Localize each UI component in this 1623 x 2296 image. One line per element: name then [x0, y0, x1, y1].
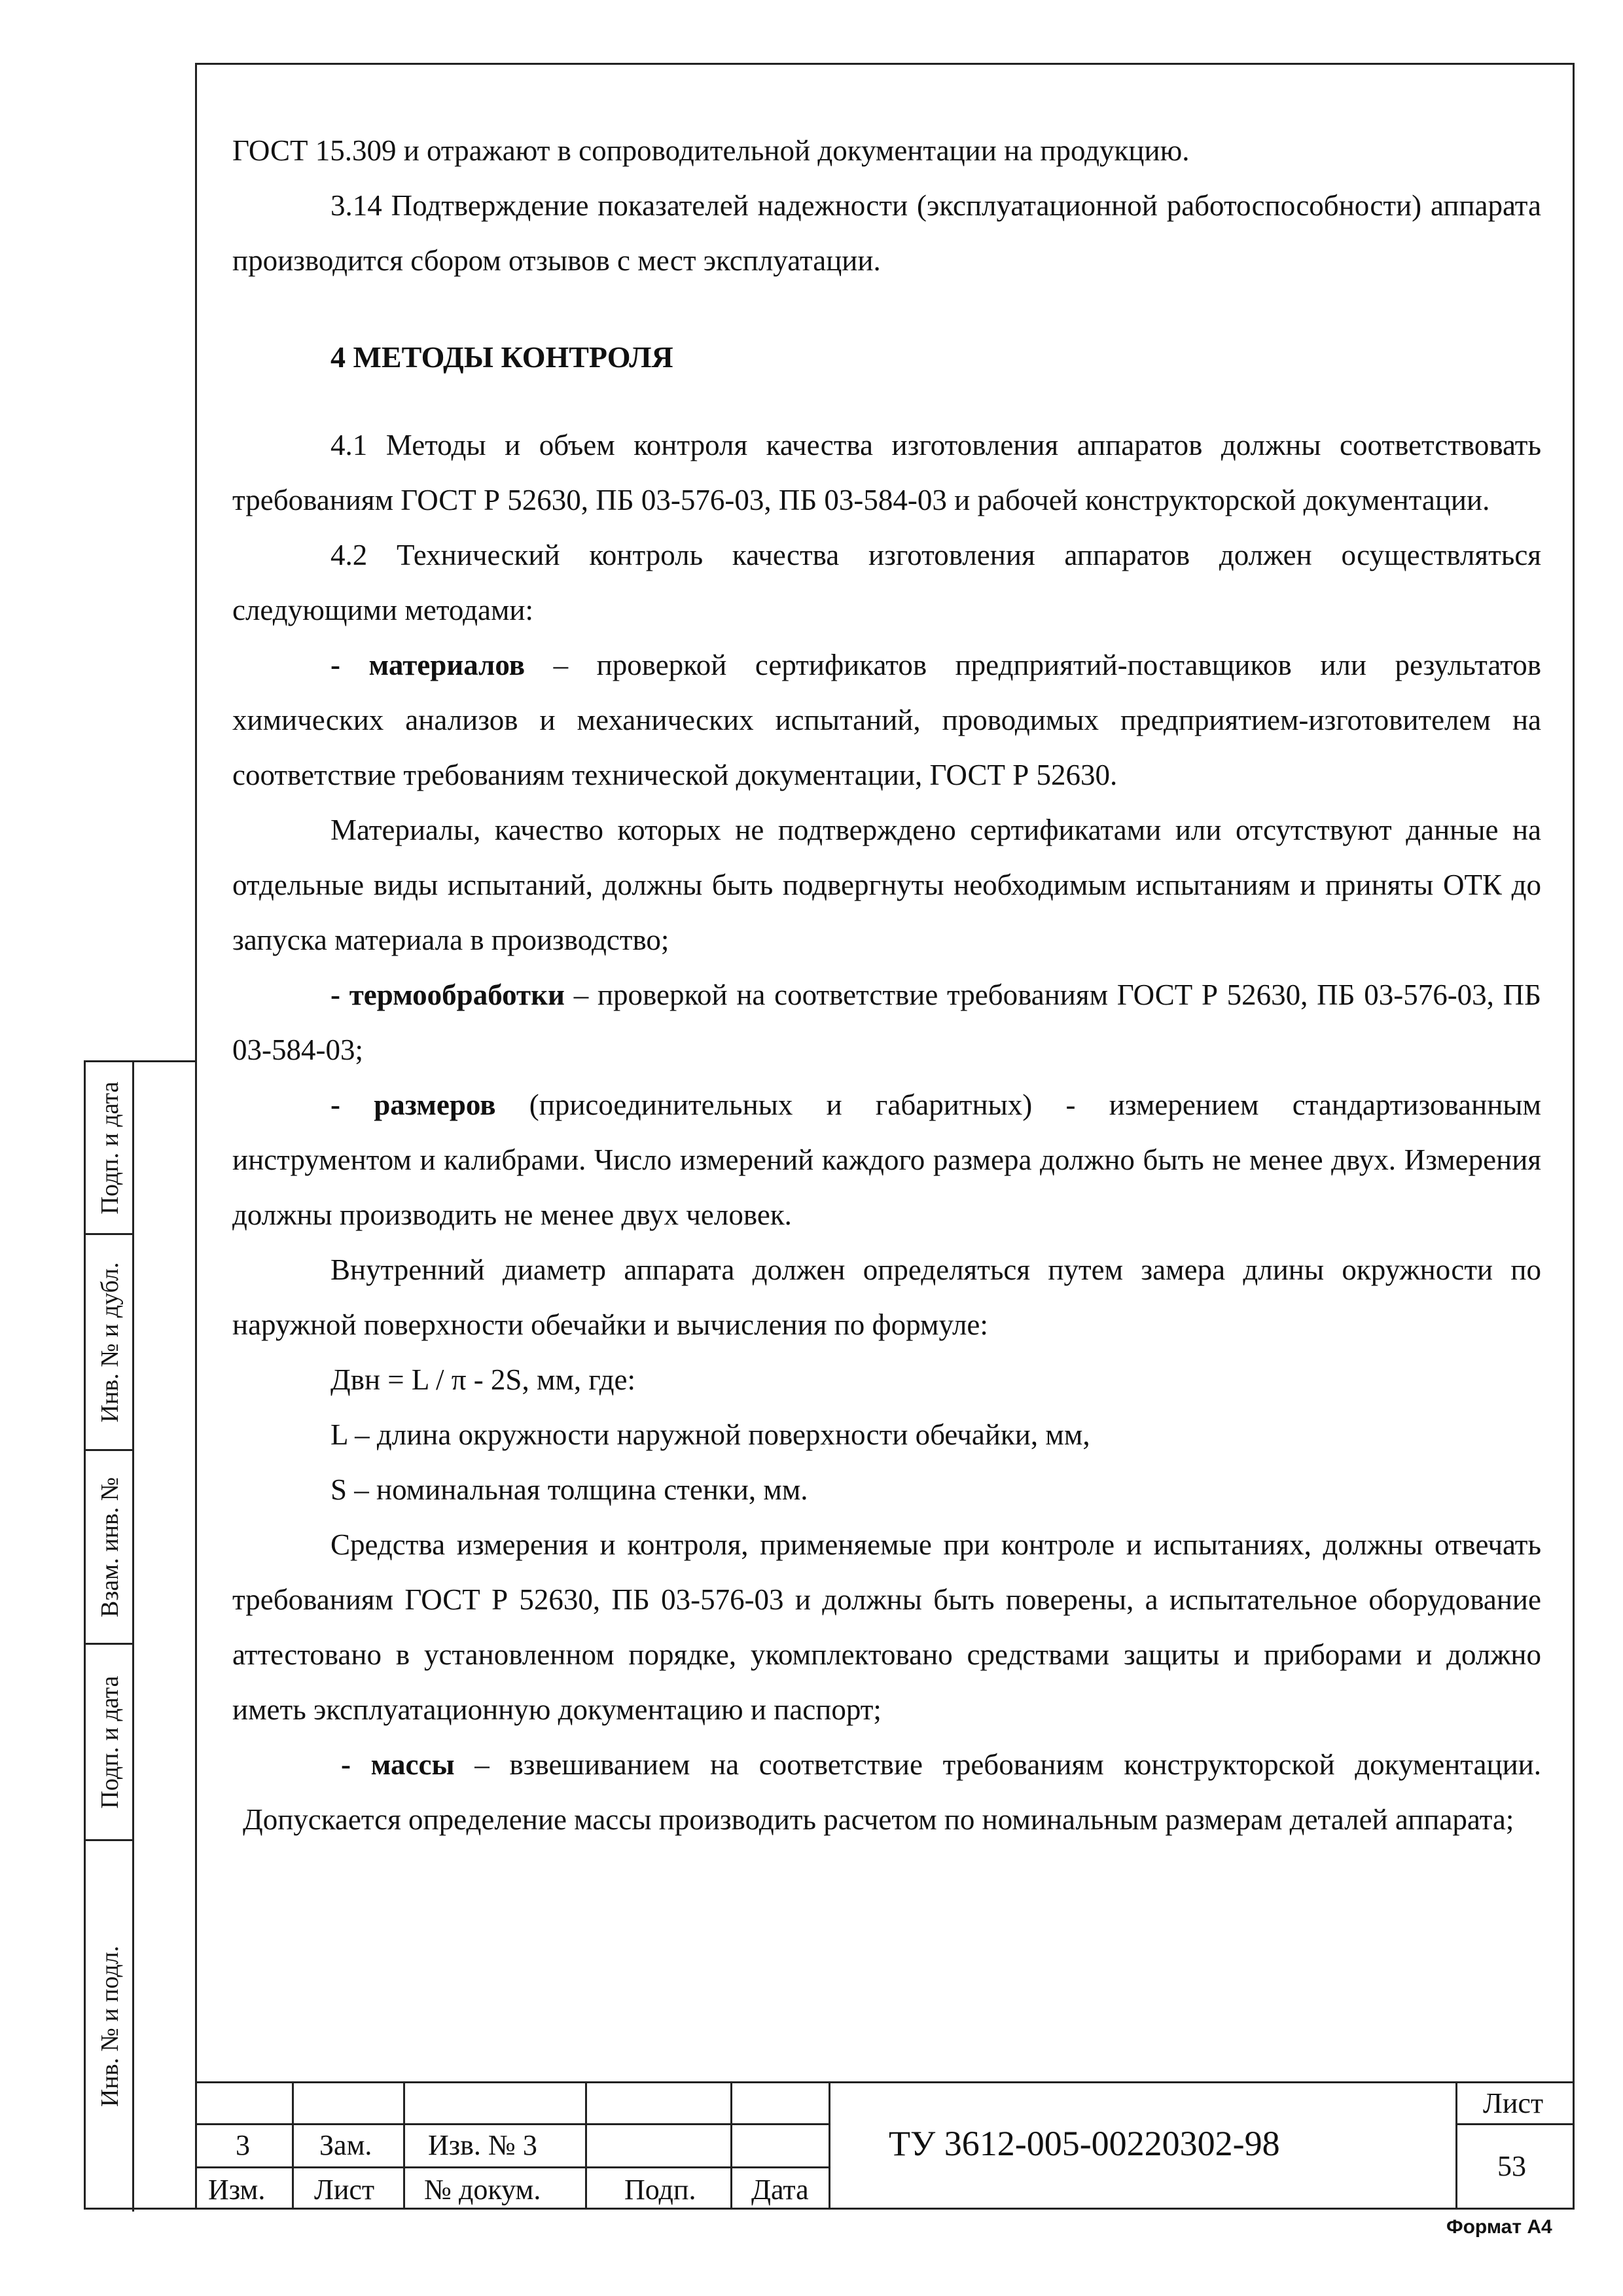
term-heat-treatment: - термообработки	[330, 978, 565, 1011]
formula-legend-item: L – длина окружности наружной поверхности обечайки, мм,	[330, 1418, 1090, 1451]
formula-legend-item: S – номинальная толщина стенки, мм.	[330, 1473, 808, 1506]
title-block	[195, 2081, 1575, 2210]
term-mass: - массы	[341, 1748, 455, 1781]
tb-line	[292, 2081, 294, 2210]
side-cell-orig-inv: Инв. № и подл.	[96, 1945, 124, 2108]
paragraph: 4.1 Методы и объем контроля качества изготовления аппаратов должны соответствовать требованиям ГОСТ Р 52630, ПБ 03-576-03, ПБ 03-584-03 и рабочей конструкторской документации.	[232, 429, 1541, 516]
formula: Двн = L / π - 2S, мм, где:	[330, 1363, 635, 1396]
paragraph: Внутренний диаметр аппарата должен определяться путем замера длины окружности по наружной поверхности обечайки и вычисления по формуле:	[232, 1253, 1541, 1341]
tb-line	[1457, 2123, 1575, 2125]
header-list: Лист	[314, 2174, 375, 2206]
side-cell-sign-date-2: Подп. и дата	[86, 1645, 134, 1841]
rev-number: 3	[236, 2129, 250, 2161]
format-label: Формат А4	[1446, 2216, 1552, 2238]
header-date: Дата	[751, 2174, 809, 2206]
paragraph: 3.14 Подтверждение показателей надежности (эксплуатационной работоспособности) аппарата производится сбором отзывов с мест эксплуатации.	[232, 189, 1541, 277]
paragraph	[232, 967, 1541, 1077]
tb-line	[829, 2081, 830, 2210]
paragraph	[232, 1737, 1541, 1847]
tb-line	[195, 2081, 1575, 2083]
rev-document: Изв. № 3	[428, 2129, 537, 2161]
tb-line	[730, 2081, 732, 2210]
paragraph-text: (присоединительных и габаритных) - измерением стандартизованным инструментом и калибрами. Число измерений каждого размера должно быть не менее двух. Измерения должны производить не менее двух человек.	[232, 1088, 1541, 1231]
side-cell-dup-inv: Инв. № и дубл.	[86, 1235, 134, 1451]
side-cell-replace-inv: Взам. инв. №	[86, 1451, 134, 1645]
tb-line	[195, 2166, 830, 2168]
header-izm: Изм.	[208, 2174, 266, 2206]
header-doc: № докум.	[424, 2174, 541, 2206]
term-materials: - материалов	[330, 649, 526, 681]
tb-line	[585, 2081, 587, 2210]
paragraph: Материалы, качество которых не подтверждено сертификатами или отсутствуют данные на отдельные виды испытаний, должны быть подвергнуты необходимым испытаниям и приняты ОТК до запуска материала в производство;	[232, 814, 1541, 956]
tb-line	[1455, 2081, 1457, 2210]
tb-line	[403, 2081, 405, 2210]
section-heading: 4 МЕТОДЫ КОНТРОЛЯ	[330, 340, 673, 374]
paragraph: 4.2 Технический контроль качества изготовления аппаратов должен осуществляться следующими методами:	[232, 539, 1541, 626]
paragraph-text: – проверкой на соответствие требованиям ГОСТ Р 52630, ПБ 03-576-03, ПБ 03-584-03;	[232, 978, 1541, 1066]
sheet-label: Лист	[1483, 2087, 1544, 2119]
document-body	[232, 123, 1541, 1847]
paragraph-text: – проверкой сертификатов предприятий-поставщиков или результатов химических анализов и механических испытаний, проводимых предприятием-изготовителем на соответствие требованиям технической документации, ГОСТ Р 52630.	[232, 649, 1541, 791]
paragraph	[232, 1077, 1541, 1242]
paragraph-text: – взвешиванием на соответствие требованиям конструкторской документации. Допускается определение массы производить расчетом по номинальным размерам деталей аппарата;	[243, 1748, 1541, 1836]
tb-line	[195, 2123, 830, 2125]
paragraph: ГОСТ 15.309 и отражают в сопроводительной документации на продукцию.	[232, 134, 1190, 167]
header-sign: Подп.	[624, 2174, 696, 2206]
side-strip	[84, 1060, 195, 2210]
sheet-number: 53	[1497, 2150, 1526, 2182]
document-designation: ТУ 3612-005-00220302-98	[889, 2124, 1280, 2163]
side-cell-sign-date: Подп. и дата	[86, 1062, 134, 1235]
term-dimensions: - размеров	[330, 1088, 496, 1121]
paragraph: Средства измерения и контроля, применяемые при контроле и испытаниях, должны отвечать требованиям ГОСТ Р 52630, ПБ 03-576-03 и должны быть поверены, а испытательное оборудование аттестовано в установленном порядке, укомплектовано средствами защиты и приборами и должно иметь эксплуатационную документацию и паспорт;	[232, 1528, 1541, 1726]
paragraph	[232, 637, 1541, 802]
rev-change: Зам.	[319, 2129, 372, 2161]
